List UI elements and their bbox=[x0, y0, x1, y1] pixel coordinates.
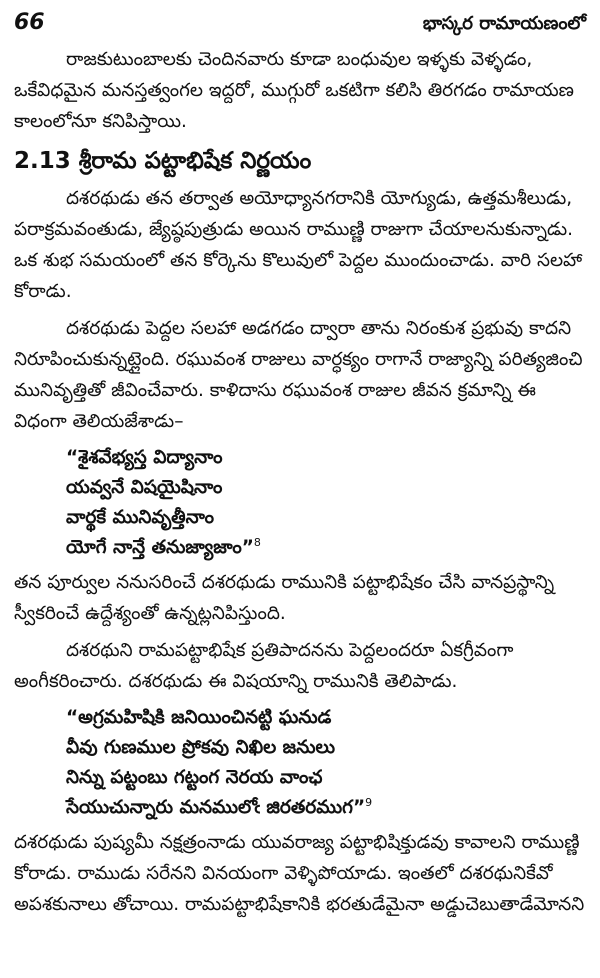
paragraph-3: దశరథుడు పెద్దల సలహా అడగడం ద్వారా తాను నిరంకుశ ప్రభువు కాదని నిరూపించుకున్నట్లైంది. రఘువంశ రాజులు వార్ధక్యం రాగానే రాజ్యాన్ని పరిత్యజించి మునివృత్తితో జీవించేవారు. కాళిదాసు రఘువంశ రాజుల జీవన క్రమాన్ని ఈ విధంగా తెలియజేశాడు– bbox=[14, 318, 583, 432]
verse-line: నిన్ను పట్టంబు గట్టంగ నెరయ వాంఛ bbox=[66, 767, 323, 788]
paragraph-6: దశరథుడు పుష్యమీ నక్షత్రంనాడు యువరాజ్య పట్టాభిషిక్తుడవు కావాలని రాముణ్ణి కోరాడు. రాముడు సరేనని వినయంగా వెళ్ళిపోయాడు. ఇంతలో దశరథునికేవో అపశకునాలు తోచాయి. రామపట్టాభిషేకానికి భరతుడేమైనా అడ్డుచెబుతాడేమోనని bbox=[14, 832, 585, 915]
verse-line: వార్థకే మునివృత్తీనాం bbox=[66, 507, 215, 528]
verse-line-text: సేయుచున్నారు మనములోఁ జిరతరముగ” bbox=[66, 797, 366, 818]
verse-line-text: యోగే నాన్తే తనుజ్యాజాం” bbox=[66, 537, 254, 558]
running-title: భాస్కర రామాయణంలో bbox=[422, 13, 586, 34]
verse-block-2 bbox=[66, 703, 586, 823]
footnote-marker: 8 bbox=[253, 535, 261, 549]
paragraph-1: రాజకుటుంబాలకు చెందినవారు కూడా బంధువుల ఇళ్ళకు వెళ్ళడం, ఒకేవిధమైన మనస్తత్వంగల ఇద్దరో, ముగ్గురో ఒకటిగా కలిసి తిరగడం రామాయణ కాలంలోనూ కనిపిస్తాయి. bbox=[14, 49, 574, 132]
verse-line: “అగ్రమహిషికి జనియించినట్టి ఘనుడ bbox=[66, 707, 332, 728]
section-heading: 2.13 శ్రీరామ పట్టాభిషేక నిర్ణయం bbox=[14, 148, 312, 174]
verse-line: “శైశవేభ్యస్త విద్యానాం bbox=[66, 447, 223, 468]
page-number: 66 bbox=[14, 10, 45, 35]
verse-line: వీవు గుణముల ప్రోకవు నిఖిల జనులు bbox=[66, 737, 336, 758]
paragraph-2: దశరథుడు తన తర్వాత అయోధ్యానగరానికి యోగ్యుడు, ఉత్తమశీలుడు, పరాక్రమవంతుడు, జ్యేష్ఠపుత్రుడు అయిన రాముణ్ణి రాజుగా చేయాలనుకున్నాడు. ఒక శుభ సమయంలో తన కోర్కెను కొలువులో పెద్దల ముందుంచాడు. వారి సలహా కోరాడు. bbox=[14, 188, 583, 302]
verse-block-1 bbox=[66, 443, 586, 563]
verse-line: యవ్వనే విషయైషినాం bbox=[66, 477, 223, 498]
paragraph-4: తన పూర్వుల ననుసరించే దశరథుడు రామునికి పట్టాభిషేకం చేసి వానప్రస్థాన్ని స్వీకరించే ఉద్దేశ్యంతో ఉన్నట్లనిపిస్తుంది. bbox=[14, 572, 555, 624]
verse-line-last bbox=[66, 793, 586, 823]
footnote-marker: 9 bbox=[365, 795, 373, 809]
paragraph-5: దశరథుని రామపట్టాభిషేక ప్రతిపాదనను పెద్దలందరూ ఏకగ్రీవంగా అంగీకరించారు. దశరథుడు ఈ విషయాన్ని రామునికి తెలిపాడు. bbox=[14, 640, 514, 692]
page-header bbox=[14, 10, 586, 44]
verse-line-last bbox=[66, 533, 586, 563]
